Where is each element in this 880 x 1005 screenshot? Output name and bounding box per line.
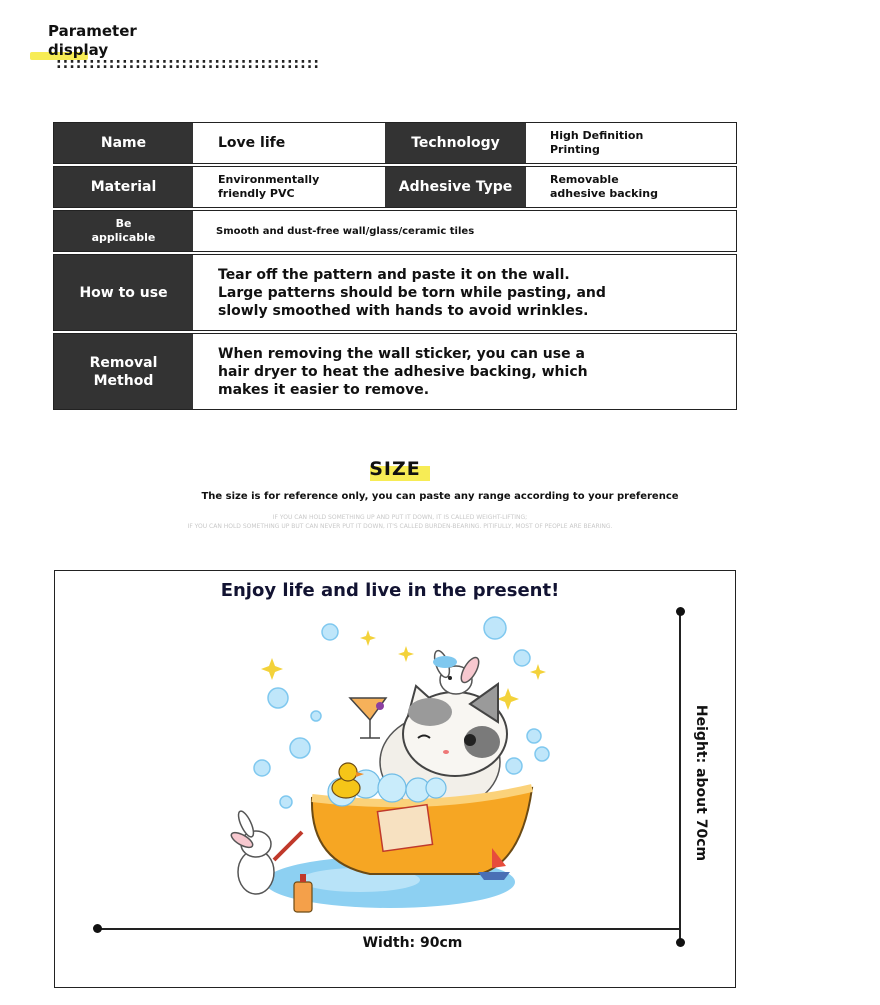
height-dimension-line: [679, 612, 681, 943]
technology-label: Technology: [385, 123, 526, 163]
faint-caption-2: IF YOU CAN HOLD SOMETHING UP BUT CAN NEVER PUT IT DOWN, IT'S CALLED BURDEN-BEARING. PITIFULLY, MOST OF PEOPLE ARE BEARING.: [187, 523, 613, 530]
header-dotted-divider: ::::::::::::::::::::::::::::::::::::::::: [56, 56, 320, 72]
param-row-name: [53, 122, 737, 164]
faint-caption-1: IF YOU CAN HOLD SOMETHING UP AND PUT IT DOWN, IT IS CALLED WEIGHT-LIFTING;: [272, 514, 528, 521]
removal-label: Removal Method: [54, 334, 193, 409]
material-value: Environmentally friendly PVC: [218, 173, 320, 200]
name-value: Love life: [218, 135, 286, 151]
param-row-howto: [53, 254, 737, 331]
towel: [377, 805, 432, 852]
param-row-material: [53, 166, 737, 208]
applicable-value: Smooth and dust-free wall/glass/ceramic tiles: [216, 225, 475, 237]
name-label: Name: [54, 123, 193, 163]
howto-label: How to use: [54, 255, 193, 330]
cat-bath-illustration: [230, 612, 560, 924]
technology-value: High Definition Printing: [550, 129, 644, 156]
howto-value: Tear off the pattern and paste it on the wall. Large patterns should be torn while pasting, and slowly smoothed with hands to avoid wrinkles.: [218, 266, 606, 319]
width-label: Width: 90cm: [362, 935, 463, 951]
height-top-endpoint: [676, 607, 685, 616]
sparkles: [261, 630, 546, 710]
material-label: Material: [54, 167, 193, 207]
width-dimension-line: [97, 928, 680, 930]
param-row-removal: [53, 333, 737, 410]
width-left-endpoint: [93, 924, 102, 933]
product-title: Enjoy life and live in the present!: [220, 580, 560, 601]
page-title: Parameter display: [48, 22, 137, 59]
height-bottom-endpoint: [676, 938, 685, 947]
height-label: Height: about 70cm: [693, 704, 709, 862]
removal-value: When removing the wall sticker, you can use a hair dryer to heat the adhesive backing, which makes it easier to remove.: [218, 345, 588, 398]
cocktail-glass: [350, 698, 386, 738]
size-title: SIZE: [369, 458, 421, 480]
param-row-applicable: [53, 210, 737, 252]
adhesive-label: Adhesive Type: [385, 167, 526, 207]
size-note: The size is for reference only, you can paste any range according to your preference: [201, 491, 679, 502]
rabbit-on-head: [432, 649, 483, 694]
header: [48, 22, 208, 60]
applicable-label: Be applicable: [54, 211, 193, 251]
adhesive-value: Removable adhesive backing: [550, 173, 658, 200]
